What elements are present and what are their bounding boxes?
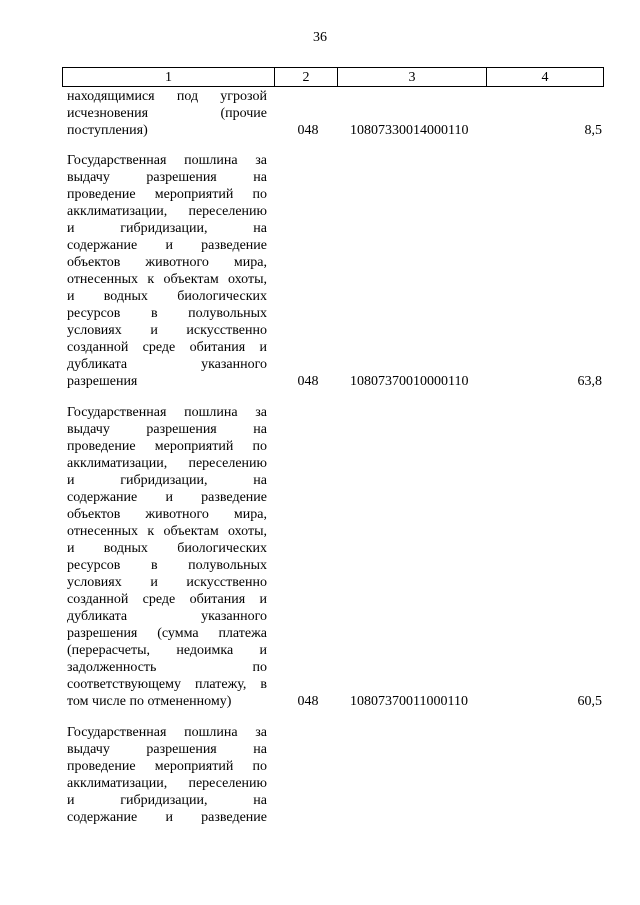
row-amount: 63,8: [577, 374, 602, 389]
row-name: [67, 724, 267, 826]
name-line: содержание и разведение: [67, 490, 267, 505]
name-line: отнесенных к объектам охоты,: [67, 272, 267, 287]
name-line: созданной среде обитания и: [67, 592, 267, 607]
name-line: содержание и разведение: [67, 238, 267, 253]
name-line: созданной среде обитания и: [67, 340, 267, 355]
name-line: акклиматизации, переселению: [67, 204, 267, 219]
row-code: 048: [297, 374, 319, 389]
name-line: и водных биологических: [67, 541, 267, 556]
name-line: акклиматизации, переселению: [67, 776, 267, 791]
name-line: дубликата указанного: [67, 357, 267, 372]
name-line: том числе по отмененному): [67, 694, 232, 709]
row-kbk: 10807330014000110: [350, 123, 469, 138]
name-line: условиях и искусственно: [67, 575, 267, 590]
row-code: 048: [297, 694, 319, 709]
name-line: и водных биологических: [67, 289, 267, 304]
row-amount: 8,5: [584, 123, 602, 138]
name-line: соответствующему платежу, в: [67, 677, 267, 692]
row-code: 048: [297, 123, 319, 138]
name-line: проведение мероприятий по: [67, 439, 267, 454]
name-line: проведение мероприятий по: [67, 759, 267, 774]
name-line: Государственная пошлина за: [67, 725, 267, 740]
row-name: [67, 88, 267, 139]
name-line: Государственная пошлина за: [67, 405, 267, 420]
name-line: отнесенных к объектам охоты,: [67, 524, 267, 539]
row-kbk: 10807370011000110: [350, 694, 468, 709]
name-line: Государственная пошлина за: [67, 153, 267, 168]
name-line: исчезновения (прочие: [67, 106, 267, 121]
name-line: разрешения (сумма платежа: [67, 626, 267, 641]
name-line: объектов животного мира,: [67, 255, 267, 270]
table-header: [62, 67, 604, 87]
header-col-1: 1: [63, 68, 275, 86]
row-name: [67, 404, 267, 710]
row-name: [67, 152, 267, 390]
name-line: выдачу разрешения на: [67, 742, 267, 757]
name-line: условиях и искусственно: [67, 323, 267, 338]
name-line: ресурсов в полувольных: [67, 558, 267, 573]
name-line: и гибридизации, на: [67, 793, 267, 808]
row-kbk: 10807370010000110: [350, 374, 469, 389]
name-line: ресурсов в полувольных: [67, 306, 267, 321]
name-line: находящимися под угрозой: [67, 89, 267, 104]
name-line: проведение мероприятий по: [67, 187, 267, 202]
name-line: акклиматизации, переселению: [67, 456, 267, 471]
name-line: и гибридизации, на: [67, 221, 267, 236]
name-line: поступления): [67, 123, 148, 138]
name-line: выдачу разрешения на: [67, 170, 267, 185]
row-amount: 60,5: [577, 694, 602, 709]
name-line: содержание и разведение: [67, 810, 267, 825]
name-line: задолженность по: [67, 660, 267, 675]
name-line: и гибридизации, на: [67, 473, 267, 488]
header-col-4: 4: [541, 70, 549, 85]
name-line: дубликата указанного: [67, 609, 267, 624]
name-line: объектов животного мира,: [67, 507, 267, 522]
page-number: 36: [313, 30, 327, 45]
name-line: выдачу разрешения на: [67, 422, 267, 437]
header-col-2: 2: [275, 68, 338, 86]
header-col-3: 3: [338, 68, 487, 86]
name-line: (перерасчеты, недоимка и: [67, 643, 267, 658]
name-line: разрешения: [67, 374, 138, 389]
